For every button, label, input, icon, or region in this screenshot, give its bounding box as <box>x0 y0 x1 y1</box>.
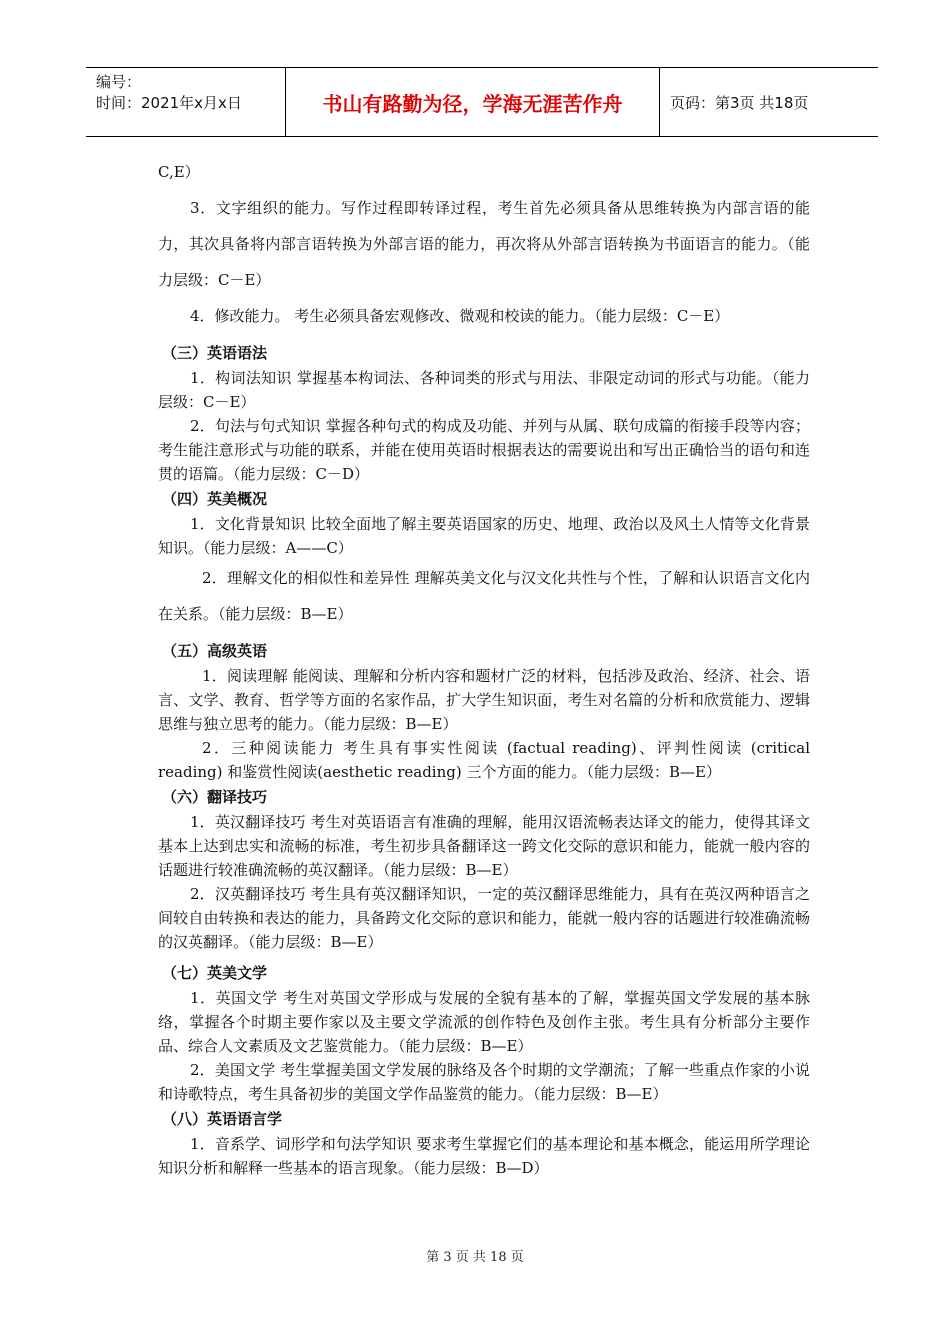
section-heading: （三）英语语法 <box>162 344 268 362</box>
time-label: 时间：2021年x月x日 <box>96 94 242 112</box>
section-heading: （五）高级英语 <box>162 642 268 660</box>
document-body <box>158 160 810 1180</box>
paragraph: 3．文字组织的能力。写作过程即转译过程，考生首先必须具备从思维转换为内部言语的能力，其次具备将内部言语转换为外部言语的能力，再次将从外部言语转换为书面语言的能力。（能力层级：C－E） <box>158 199 810 289</box>
number-label: 编号： <box>96 73 142 91</box>
section-heading: （七）英美文学 <box>162 964 268 982</box>
paragraph: 4．修改能力。 考生必须具备宏观修改、微观和校读的能力。（能力层级：C－E） <box>190 307 730 325</box>
section-heading: （六）翻译技巧 <box>162 788 268 806</box>
header-page-label: 页码：第3页 共18页 <box>670 93 809 112</box>
paragraph: 2．汉英翻译技巧 考生具有英汉翻译知识，一定的英汉翻译思维能力，具有在英汉两种语言之间较自由转换和表达的能力，具备跨文化交际的意识和能力，能就一般内容的话题进行较准确流畅的汉英翻译。（能力层级：B—E） <box>158 885 810 951</box>
paragraph: 1．英汉翻译技巧 考生对英语语言有准确的理解，能用汉语流畅表达译文的能力，使得其译文基本上达到忠实和流畅的标准，考生初步具备翻译这一跨文化交际的意识和能力，能就一般内容的话题进行较准确流畅的英汉翻译。（能力层级：B—E） <box>158 813 810 879</box>
header-left-cell <box>86 68 286 136</box>
paragraph: 2．理解文化的相似性和差异性 理解英美文化与汉文化共性与个性，了解和认识语言文化内在关系。（能力层级：B—E） <box>158 569 810 623</box>
paragraph: 2．句法与句式知识 掌握各种句式的构成及功能、并列与从属、联句成篇的衔接手段等内容；考生能注意形式与功能的联系，并能在使用英语时根据表达的需要说出和写出正确恰当的语句和连贯的语篇。（能力层级：C－D） <box>158 417 810 483</box>
page-footer: 第 3 页 共 18 页 <box>426 1250 524 1265</box>
page-header <box>86 67 878 137</box>
header-motto: 书山有路勤为径，学海无涯苦作舟 <box>286 68 660 136</box>
paragraph: 1．英国文学 考生对英国文学形成与发展的全貌有基本的了解，掌握英国文学发展的基本脉络，掌握各个时期主要作家以及主要文学流派的创作特色及创作主张。考生具有分析部分主要作品、综合人文素质及文艺鉴赏能力。（能力层级：B—E） <box>158 989 810 1055</box>
paragraph: C,E） <box>158 163 200 181</box>
section-heading: （四）英美概况 <box>162 490 268 508</box>
paragraph: 2．美国文学 考生掌握美国文学发展的脉络及各个时期的文学潮流；了解一些重点作家的小说和诗歌特点，考生具备初步的美国文学作品鉴赏的能力。（能力层级：B—E） <box>158 1061 810 1103</box>
paragraph: 1．构词法知识 掌握基本构词法、各种词类的形式与用法、非限定动词的形式与功能。（能力层级：C－E） <box>158 369 810 411</box>
paragraph: 1．音系学、词形学和句法学知识 要求考生掌握它们的基本理论和基本概念，能运用所学理论知识分析和解释一些基本的语言现象。（能力层级：B—D） <box>158 1135 810 1177</box>
section-heading: （八）英语语言学 <box>162 1110 283 1128</box>
paragraph: 1．文化背景知识 比较全面地了解主要英语国家的历史、地理、政治以及风土人情等文化背景 知识。（能力层级：A——C） <box>158 515 810 557</box>
paragraph: 1．阅读理解 能阅读、理解和分析内容和题材广泛的材料，包括涉及政治、经济、社会、语言、文学、教育、哲学等方面的名家作品，扩大学生知识面，考生对名篇的分析和欣赏能力、逻辑思维与独立思考的能力。（能力层级：B—E） <box>158 667 810 733</box>
paragraph: 2．三种阅读能力 考生具有事实性阅读 (factual reading)、评判性阅读 (critical reading) 和鉴赏性阅读(aesthetic reading) 三个方面的能力。（能力层级：B—E） <box>158 739 810 781</box>
